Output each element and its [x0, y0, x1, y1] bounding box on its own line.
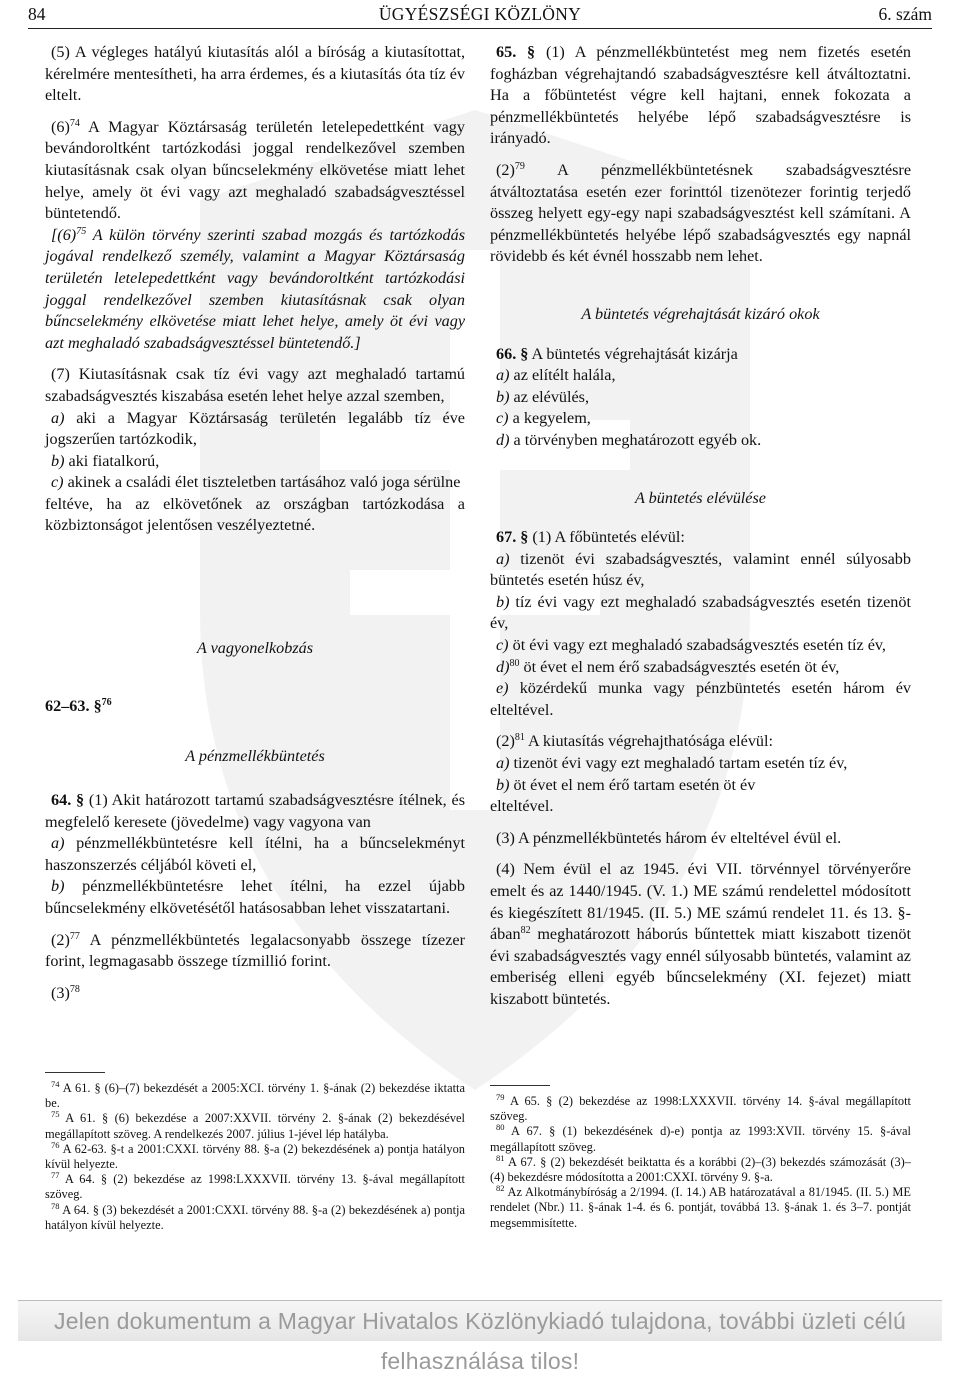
- footnote-81: $^{81}$ A 67. § (2) bekezdését beiktatta és a korábbi (2)–(3) bekezdés számozását (3)–(4) bekezdésre módosította a 2001:CXXI. törvény 9. §-a.: [490, 1152, 911, 1185]
- footnote-74: $^{74}$ A 61. § (6)–(7) bekezdését a 2005:XCI. törvény 1. §-ának (2) bekezdése iktatta be.: [45, 1079, 465, 1111]
- section-66-a: a) az elítélt halála,: [496, 366, 616, 385]
- section-67-d: d)$^{80}$ öt évet el nem érő szabadságvesztés esetén öt év,: [496, 657, 840, 676]
- section-66-c: c) a kegyelem,: [496, 409, 591, 428]
- left-column: [45, 42, 465, 537]
- section-64-2: $(2)^{77}$ A pénzmellékbüntetés legalacsonyabb összege tízezer forint, legmagasabb összege tízmillió forint.: [45, 930, 465, 971]
- paragraph-7a: a) aki a Magyar Köztársaság területén legalább tíz éve jogszerűen tartózkodik,: [45, 408, 465, 449]
- footnote-77: $^{77}$ A 64. § (2) bekezdése az 1998:LXXXVII. törvény 13. §-ával megállapított szöveg.: [45, 1170, 465, 1202]
- section-67-2: $(2)^{81}$ A kiutasítás végrehajthatósága elévül:: [496, 732, 774, 751]
- page-header: [28, 2, 932, 29]
- section-67-2-tail: elteltével.: [490, 797, 554, 816]
- section-67-2-b: b) öt évet el nem érő tartam esetén öt év: [496, 775, 756, 794]
- paragraph-6: $(6)^{74}$ A Magyar Köztársaság területén letelepedettként vagy bevándoroltként tartózkodási joggal rendelkezővel szemben kiutasításnak csak olyan bűncselekmény elkövetése miatt lehet helye, amely öt évi vagy azt meghaladó szabadságvesztéssel büntetendő.: [45, 117, 465, 223]
- paragraph-5: (5) A végleges hatályú kiutasítás alól a bíróság a kiutasítottat, kérelmére mentesítheti, ha arra érdemes, és a kiutasítás óta tíz év eltelt.: [45, 43, 465, 105]
- footnote-ref-79: 79: [514, 160, 525, 172]
- footnote-ref-81: 81: [514, 732, 525, 744]
- section-65-2: $(2)^{79}$ A pénzmellékbüntetésnek szabadságvesztésre átváltoztatása esetén ezer forinttól tizenötezer forintig terjedő összeg helyett egy-egy napi szabadságvesztést kell számítani. A pénzmellékbüntetés helyébe lépő szabadságvesztés egy napnál rövidebb és két évnél hosszabb nem lehet.: [490, 160, 911, 266]
- section-67-a: a) tizenöt évi szabadságvesztés, valamint ennél súlyosabb büntetés esetén húsz év,: [490, 549, 911, 590]
- footnote-ref-82: 82: [520, 925, 531, 937]
- heading-vagyonelkobzas: A vagyonelkobzás: [196, 639, 314, 657]
- footnote-ref-75: 75: [76, 225, 87, 237]
- page-number: 84: [28, 4, 46, 24]
- section-66-d: d) a törvényben meghatározott egyéb ok.: [496, 430, 762, 449]
- footnote-75: $^{75}$ A 61. § (6) bekezdése a 2007:XXVII. törvény 2. §-ának (2) bekezdésével megállapított szöveg. A rendelkezés 2007. július 1-jével lép hatályba.: [45, 1109, 465, 1141]
- right-column: [490, 42, 911, 1011]
- section-65-1: 65. § (1) A pénzmellékbüntetést meg nem fizetés esetén fogházban végrehajtandó szabadságvesztésre kell átváltoztatni. Ha a főbüntetést végre kell hajtani, ennek fokozata a pénzmellékbüntetés helyébe lépő szabadságvesztésre is irányadó.: [490, 43, 912, 148]
- section-67-c: c) öt évi vagy ezt meghaladó szabadságvesztés esetén tíz év,: [496, 636, 886, 655]
- heading-vegrehajtast-kizaro-okok: A büntetés végrehajtását kizáró okok: [581, 304, 820, 323]
- footnote-78: $^{78}$ A 64. § (3) bekezdését a 2001:CXXI. törvény 88. §-a (2) bekezdésének a) pontja hatályon kívül helyezte.: [45, 1200, 465, 1232]
- heading-penzmellekbuntetes: A pénzmellékbüntetés: [185, 747, 325, 765]
- footnote-ref-76: 76: [101, 697, 112, 709]
- section-67-2-a: a) tizenöt évi vagy ezt meghaladó tartam esetén tíz év,: [496, 754, 848, 773]
- footnote-ref-77: 77: [69, 930, 80, 942]
- journal-title: ÜGYÉSZSÉGI KÖZLÖNY: [378, 4, 582, 24]
- left-column-lower: [45, 790, 465, 1004]
- footnote-76: $^{76}$ A 62-63. §-t a 2001:CXXI. törvény 88. §-a (2) bekezdésének a) pontja hatályon kívül helyezte.: [45, 1139, 465, 1172]
- section-62-63: 62–63. §$^{76}$: [45, 697, 112, 716]
- paragraph-7: (7) Kiutasításnak csak tíz évi vagy azt meghaladó tartamú szabadságvesztés kiszabása esetén lehet helye azzal szemben,: [45, 365, 465, 405]
- left-footnotes: [45, 1072, 465, 1233]
- paragraph-7-tail: feltéve, ha az elkövetőnek az országban tartózkodása a közbiztonságot jelentősen veszélyeztetné.: [45, 494, 465, 535]
- section-66-b: b) az elévülés,: [496, 387, 590, 406]
- section-66: 66. § A büntetés végrehajtását kizárja: [496, 344, 738, 363]
- section-67-3: (3) A pénzmellékbüntetés három év elteltével évül el.: [496, 828, 842, 847]
- footnote-80: $^{80}$ A 67. § (1) bekezdésének d)-e) pontja az 1993:XVII. törvény 15. §-ával megállapított szöveg.: [490, 1122, 911, 1154]
- right-footnotes: [490, 1085, 911, 1231]
- paragraph-6-old: [$(6)^{75}$ A külön törvény szerinti szabad mozgás és tartózkodás jogával rendelkező személy, valamint a Magyar Köztársaság területén letelepedettként vagy bevándoroltként tartózkodási joggal rendelkezővel szemben kiutasításnak csak olyan bűncselekmény elkövetése miatt lehet helye, amely öt évi vagy azt meghaladó szabadságvesztéssel büntetendő.]: [45, 225, 465, 352]
- section-64-1: 64. § (1) Akit határozott tartamú szabadságvesztésre ítélnek, és megfelelő keresete (jövedelme) vagy vagyona van: [45, 791, 465, 831]
- paragraph-7c: c) akinek a családi élet tiszteletben tartásához való joga sérülne: [51, 473, 461, 492]
- footnote-ref-80: 80: [509, 657, 520, 669]
- issue-number: 6. szám: [878, 4, 932, 24]
- section-64-b: b) pénzmellékbüntetésre lehet ítélni, ha ezzel újabb bűncselekmény elkövetésétől hatásosabban lehet visszatartani.: [45, 877, 465, 917]
- section-64-3: $(3)^{78}$: [51, 983, 80, 1002]
- footnote-82: $^{82}$ Az Alkotmánybíróság a 2/1994. (I. 14.) AB határozatával a 81/1945. (II. 5.) ME rendelet (Nbr.) 11. §-ának 1-4. és 6. pontját, továbbá 13. §-ának 1. és 3–7. pontját megsemmisítette.: [490, 1183, 911, 1230]
- section-67-4: (4) Nem évül el az 1945. évi VII. törvénnyel törvényerőre emelt és az 1440/1945. (V. 1.) ME számú rendelettel módosított és kiegészített 81/1945. (II. 5.) ME számú rendelet 11. és 13. §-ában$^{82}$ meghatározott háborús bűntettek miatt kiszabott tizenöt évi szabadságvesztés vagy ennél súlyosabb büntetés, valamint az emberiség elleni egyéb bűncselekmény (XI. fejezet) miatt kiszabott büntetés.: [490, 860, 911, 1008]
- footnote-ref-74: 74: [69, 117, 80, 129]
- section-64-a: a) pénzmellékbüntetésre kell ítélni, ha a bűncselekményt haszonszerzés céljából követi el,: [45, 834, 465, 874]
- section-67-1: 67. § (1) A főbüntetés elévül:: [496, 528, 685, 547]
- footnote-79: $^{79}$ A 65. § (2) bekezdése az 1998:LXXXVII. törvény 14. §-ával megállapított szöveg.: [490, 1092, 911, 1124]
- heading-buntetes-elevulese: A büntetés elévülése: [635, 488, 766, 507]
- copyright-banner: Jelen dokumentum a Magyar Hivatalos Közlönykiadó tulajdona, további üzleti célú felhasználása tilos!: [18, 1300, 942, 1341]
- section-67-e: e) közérdekű munka vagy pénzbüntetés esetén három év elteltével.: [490, 679, 911, 719]
- section-67-b: b) tíz évi vagy ezt meghaladó szabadságvesztés esetén tizenöt év,: [490, 592, 911, 633]
- paragraph-7b: b) aki fiatalkorú,: [51, 451, 160, 470]
- footnote-ref-78: 78: [69, 983, 80, 995]
